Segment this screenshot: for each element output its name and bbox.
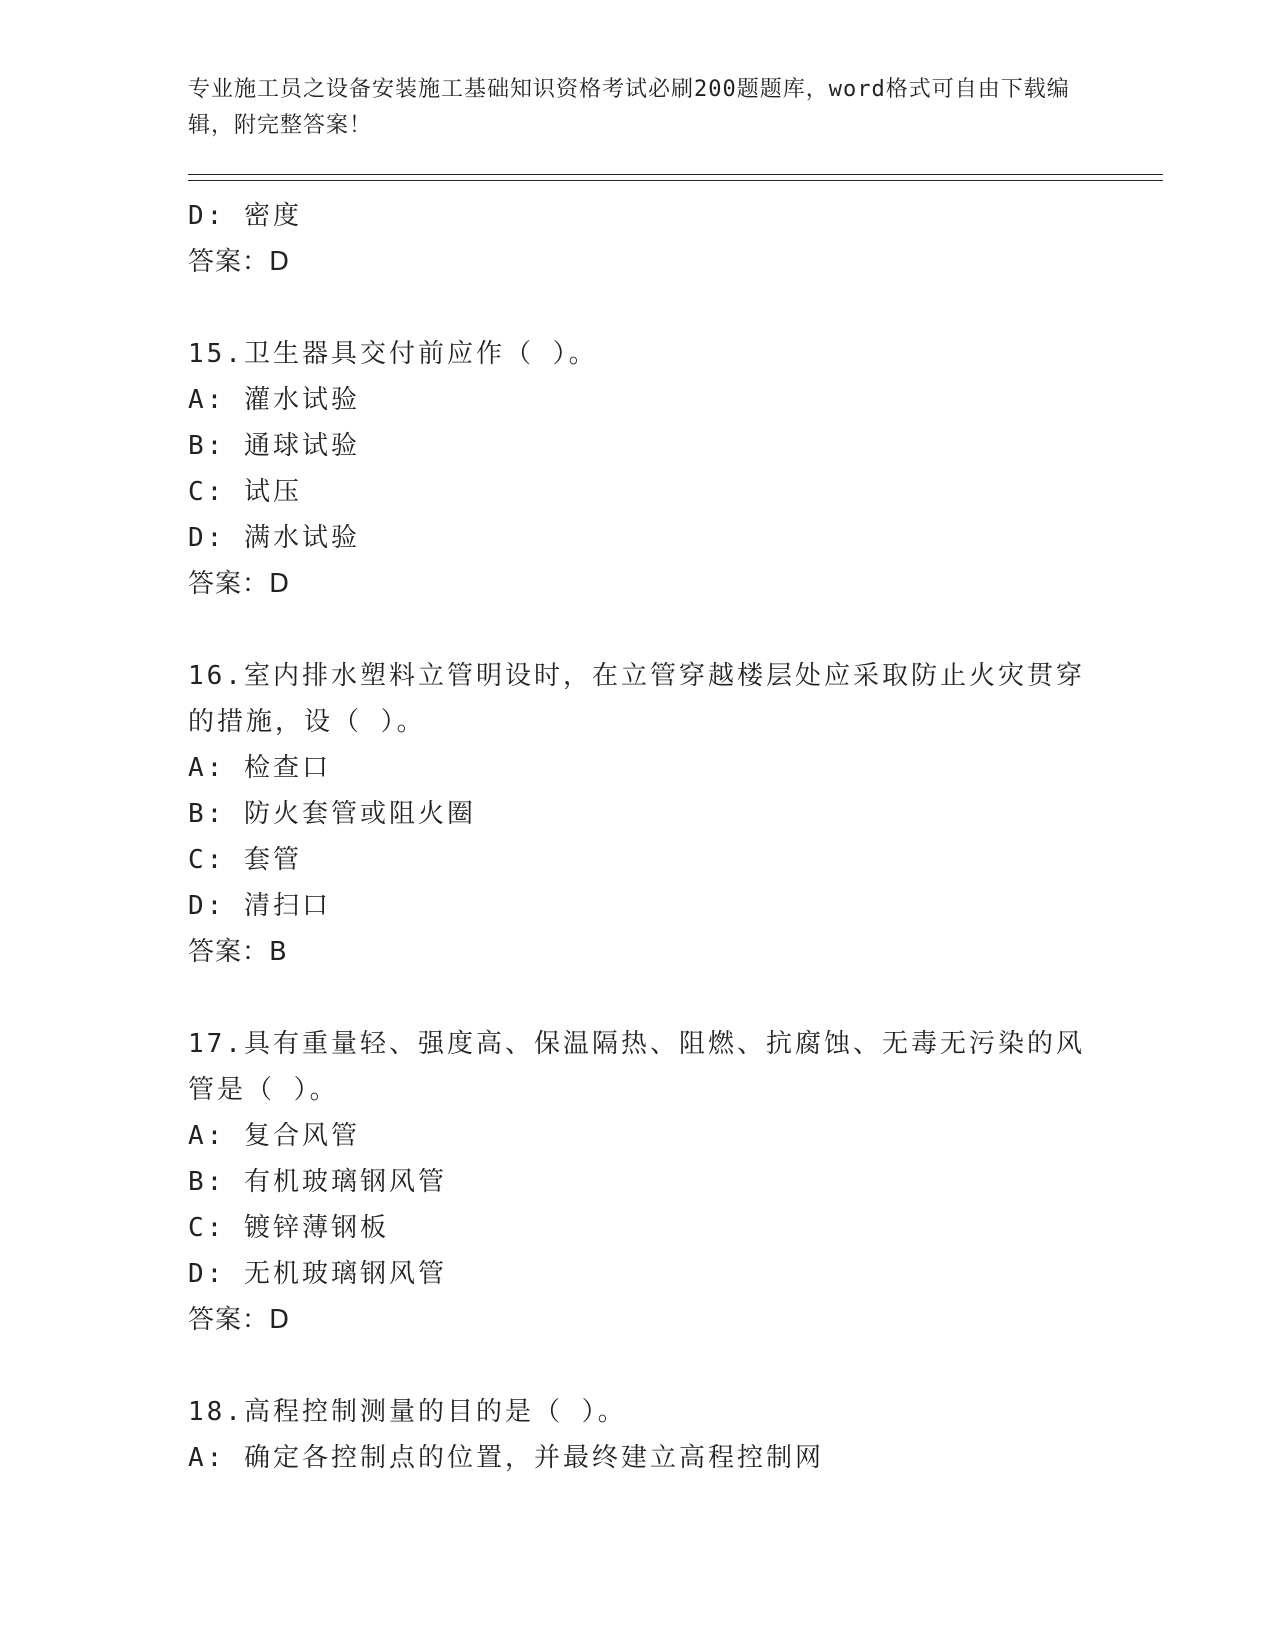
header-divider <box>188 174 1163 181</box>
question-16-option-c: C: 套管 <box>188 845 302 875</box>
document-header: 专业施工员之设备安装施工基础知识资格考试必刷200题题库，word格式可自由下载编辑，附完整答案！ <box>188 77 1070 138</box>
question-15-option-a: A: 灌水试验 <box>188 385 360 415</box>
question-17-option-b: B: 有机玻璃钢风管 <box>188 1167 447 1197</box>
question-15-option-b: B: 通球试验 <box>188 431 360 461</box>
question-17-option-d: D: 无机玻璃钢风管 <box>188 1259 447 1289</box>
spacer <box>188 285 1163 331</box>
spacer <box>188 1343 1163 1389</box>
question-15-answer: 答案：D <box>188 569 291 599</box>
question-18-stem: 18.高程控制测量的目的是（ ）。 <box>188 1397 627 1427</box>
question-15-stem: 15.卫生器具交付前应作（ ）。 <box>188 339 598 369</box>
prev-question-answer: 答案：D <box>188 247 291 277</box>
prev-question-option-d: D: 密度 <box>188 201 302 231</box>
question-17-option-a: A: 复合风管 <box>188 1121 360 1151</box>
question-16-answer: 答案：B <box>188 937 288 967</box>
question-16-stem: 16.室内排水塑料立管明设时，在立管穿越楼层处应采取防止火灾贯穿的措施，设（ ）。 <box>188 661 1085 737</box>
spacer <box>188 975 1163 1021</box>
question-17-stem: 17.具有重量轻、强度高、保温隔热、阻燃、抗腐蚀、无毒无污染的风管是（ ）。 <box>188 1029 1085 1105</box>
question-17-answer: 答案：D <box>188 1305 291 1335</box>
question-15-option-d: D: 满水试验 <box>188 523 360 553</box>
question-15-option-c: C: 试压 <box>188 477 302 507</box>
question-16-option-a: A: 检查口 <box>188 753 331 783</box>
document-body <box>188 193 1163 1481</box>
question-17-option-c: C: 镀锌薄钢板 <box>188 1213 389 1243</box>
question-16-option-b: B: 防火套管或阻火圈 <box>188 799 476 829</box>
document-page <box>188 72 1163 1481</box>
spacer <box>188 607 1163 653</box>
question-16-option-d: D: 清扫口 <box>188 891 331 921</box>
question-18-option-a: A: 确定各控制点的位置，并最终建立高程控制网 <box>188 1443 824 1473</box>
